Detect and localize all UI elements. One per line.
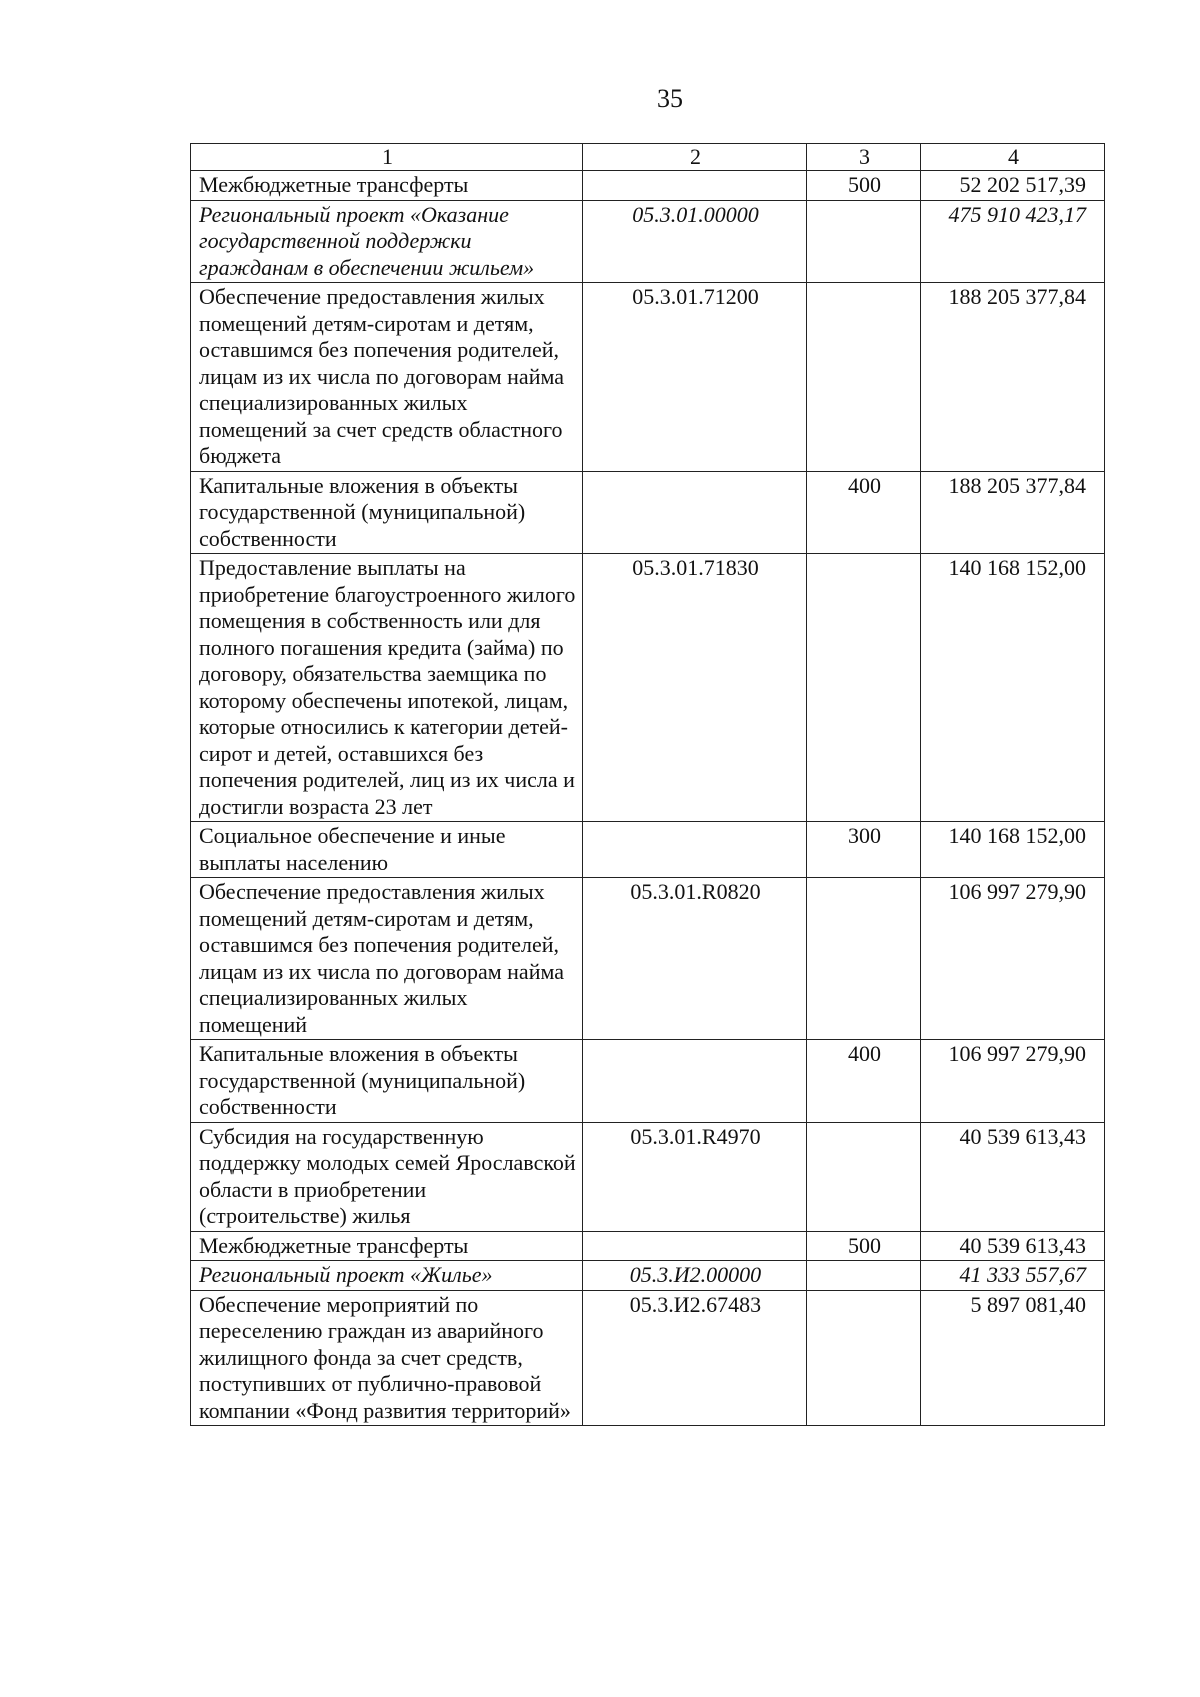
name-cell: Обеспечение предоставления жилых помещений детям-сиротам и детям, оставшимся без попечения родителей, лицам из их числа по договорам найма специализированных жилых помещений bbox=[191, 878, 583, 1040]
code-cell bbox=[583, 471, 807, 554]
type-cell: 400 bbox=[807, 1040, 921, 1123]
table-row bbox=[191, 171, 1105, 201]
code-cell bbox=[583, 822, 807, 878]
table-row bbox=[191, 1122, 1105, 1231]
table-row bbox=[191, 822, 1105, 878]
header-cell-1: 1 bbox=[191, 144, 583, 171]
name-cell: Обеспечение мероприятий по переселению граждан из аварийного жилищного фонда за счет средств, поступивших от публично-правовой компании «Фонд развития территорий» bbox=[191, 1290, 583, 1426]
type-cell: 500 bbox=[807, 1231, 921, 1261]
name-cell: Субсидия на государственную поддержку молодых семей Ярославской области в приобретении (строительстве) жилья bbox=[191, 1122, 583, 1231]
name-cell: Предоставление выплаты на приобретение благоустроенного жилого помещения в собственность или для полного погашения кредита (займа) по договору, обязательства заемщика по которому обеспечены ипотекой, лицам, которые относились к категории детей-сирот и детей, оставшихся без попечения родителей, лиц из их числа и достигли возраста 23 лет bbox=[191, 554, 583, 822]
type-cell bbox=[807, 1290, 921, 1426]
code-cell: 05.3.01.71200 bbox=[583, 283, 807, 472]
table-row bbox=[191, 878, 1105, 1040]
table-row bbox=[191, 1231, 1105, 1261]
name-cell: Региональный проект «Жилье» bbox=[191, 1261, 583, 1291]
name-cell: Межбюджетные трансферты bbox=[191, 171, 583, 201]
code-cell bbox=[583, 1040, 807, 1123]
amount-cell: 188 205 377,84 bbox=[921, 471, 1105, 554]
type-cell bbox=[807, 283, 921, 472]
table-row bbox=[191, 1040, 1105, 1123]
amount-cell: 475 910 423,17 bbox=[921, 200, 1105, 283]
table-row bbox=[191, 283, 1105, 472]
name-cell: Капитальные вложения в объекты государственной (муниципальной) собственности bbox=[191, 1040, 583, 1123]
type-cell: 300 bbox=[807, 822, 921, 878]
amount-cell: 106 997 279,90 bbox=[921, 878, 1105, 1040]
amount-cell: 5 897 081,40 bbox=[921, 1290, 1105, 1426]
amount-cell: 140 168 152,00 bbox=[921, 554, 1105, 822]
amount-cell: 140 168 152,00 bbox=[921, 822, 1105, 878]
code-cell: 05.3.И2.00000 bbox=[583, 1261, 807, 1291]
code-cell: 05.3.И2.67483 bbox=[583, 1290, 807, 1426]
name-cell: Социальное обеспечение и иные выплаты населению bbox=[191, 822, 583, 878]
type-cell bbox=[807, 554, 921, 822]
type-cell bbox=[807, 1261, 921, 1291]
code-cell: 05.3.01.71830 bbox=[583, 554, 807, 822]
amount-cell: 40 539 613,43 bbox=[921, 1231, 1105, 1261]
table-row bbox=[191, 1261, 1105, 1291]
header-cell-2: 2 bbox=[583, 144, 807, 171]
amount-cell: 106 997 279,90 bbox=[921, 1040, 1105, 1123]
amount-cell: 188 205 377,84 bbox=[921, 283, 1105, 472]
table-row bbox=[191, 554, 1105, 822]
code-cell bbox=[583, 171, 807, 201]
type-cell: 400 bbox=[807, 471, 921, 554]
type-cell bbox=[807, 200, 921, 283]
amount-cell: 41 333 557,67 bbox=[921, 1261, 1105, 1291]
amount-cell: 40 539 613,43 bbox=[921, 1122, 1105, 1231]
table-row bbox=[191, 1290, 1105, 1426]
type-cell bbox=[807, 878, 921, 1040]
table-row bbox=[191, 471, 1105, 554]
name-cell: Обеспечение предоставления жилых помещений детям-сиротам и детям, оставшимся без попечения родителей, лицам из их числа по договорам найма специализированных жилых помещений за счет средств областного бюджета bbox=[191, 283, 583, 472]
code-cell: 05.3.01.R0820 bbox=[583, 878, 807, 1040]
code-cell: 05.3.01.00000 bbox=[583, 200, 807, 283]
amount-cell: 52 202 517,39 bbox=[921, 171, 1105, 201]
table-row bbox=[191, 200, 1105, 283]
budget-table bbox=[190, 143, 1105, 1426]
code-cell bbox=[583, 1231, 807, 1261]
name-cell: Региональный проект «Оказание государственной поддержки гражданам в обеспечении жильем» bbox=[191, 200, 583, 283]
name-cell: Межбюджетные трансферты bbox=[191, 1231, 583, 1261]
name-cell: Капитальные вложения в объекты государственной (муниципальной) собственности bbox=[191, 471, 583, 554]
table-header-row bbox=[191, 144, 1105, 171]
header-cell-4: 4 bbox=[921, 144, 1105, 171]
code-cell: 05.3.01.R4970 bbox=[583, 1122, 807, 1231]
type-cell: 500 bbox=[807, 171, 921, 201]
header-cell-3: 3 bbox=[807, 144, 921, 171]
page-number: 35 bbox=[657, 84, 683, 113]
type-cell bbox=[807, 1122, 921, 1231]
